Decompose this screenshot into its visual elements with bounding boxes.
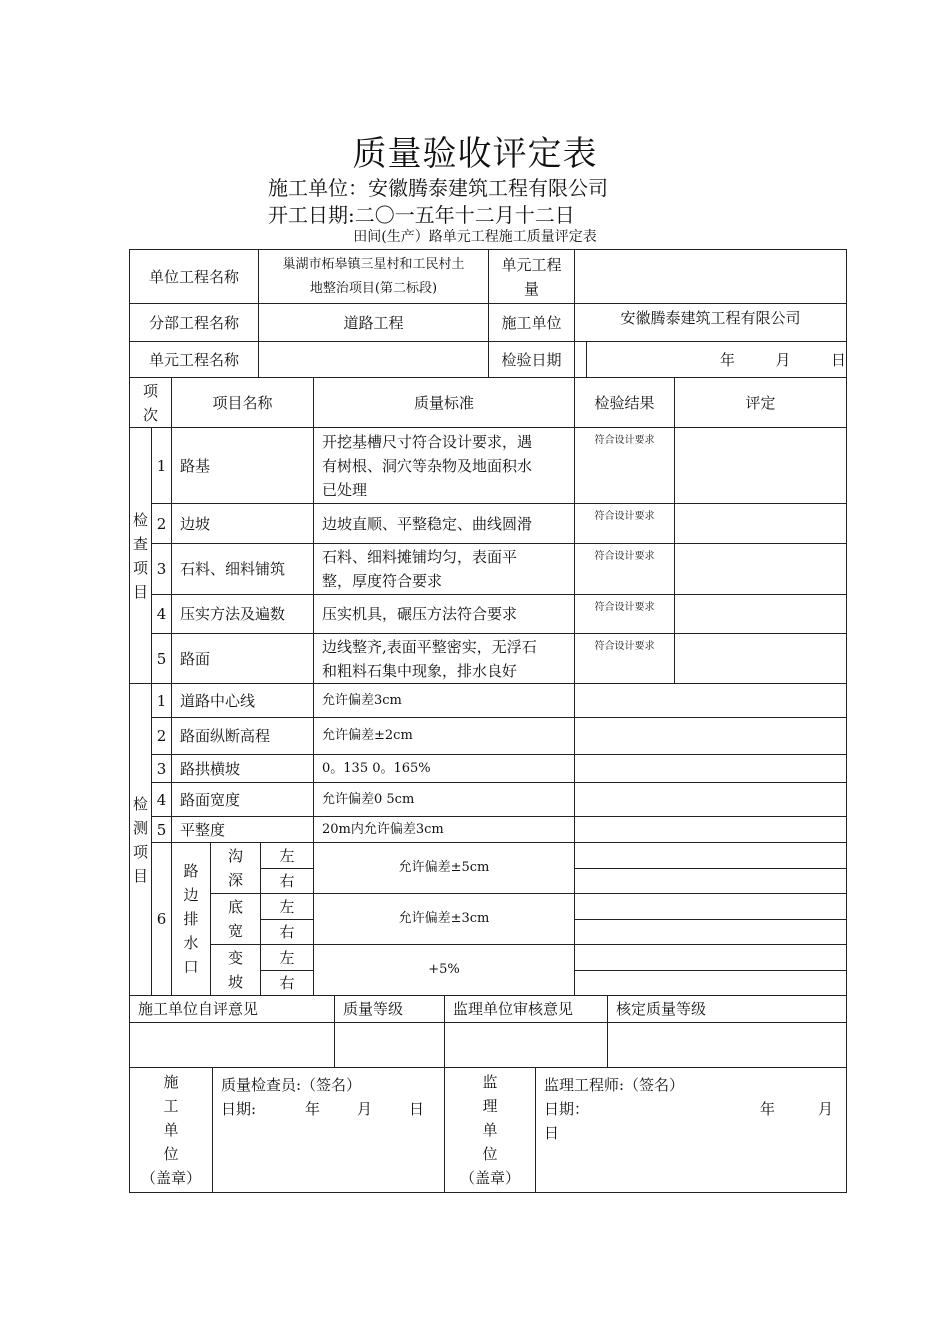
unit-project-value xyxy=(258,249,489,304)
unit-qty-value xyxy=(574,249,847,304)
approved-grade-label: 核定质量等级 xyxy=(607,995,847,1023)
check-row-5-std: 边线整齐,表面平整密实，无浮石 和粗料石集中现象，排水良好 xyxy=(313,633,575,684)
contractor-stamp-label: 施 工 单 位 （盖章） xyxy=(129,1067,213,1193)
drain-width-label: 底 宽 xyxy=(210,893,261,945)
grade-value xyxy=(334,1022,445,1068)
inspector-label: 质量检查员:（签名） xyxy=(221,1076,362,1094)
check-row-4-rating xyxy=(674,594,847,634)
supervisor-review-label: 监理单位审核意见 xyxy=(444,995,608,1023)
check-row-1-rating xyxy=(674,427,847,504)
test-row-3-result xyxy=(574,754,847,783)
drain-slope-label: 变 坡 xyxy=(210,944,261,996)
col-seq-line-2: 次 xyxy=(142,405,158,424)
grade-label: 质量等级 xyxy=(334,995,445,1023)
supervisor-stamp-label: 监 理 单 位 （盖章） xyxy=(444,1067,536,1193)
test-row-5-name: 平整度 xyxy=(171,816,314,843)
test-row-4-std: 允许偏差0 5cm xyxy=(313,782,575,817)
drain-width-std: 允许偏差±3cm xyxy=(313,893,575,945)
check-group-label: 检 查 项 目 xyxy=(129,427,152,684)
sub-project-label: 分部工程名称 xyxy=(129,303,259,342)
approved-grade-value xyxy=(607,1022,847,1068)
drain-width-right: 右 xyxy=(260,919,314,945)
check-row-3-std: 石料、细料摊铺均匀，表面平 整，厚度符合要求 xyxy=(313,543,575,595)
unit-qty-label-line-2: 量 xyxy=(523,279,539,298)
test-row-1-result xyxy=(574,683,847,718)
check-row-4-no: 4 xyxy=(151,594,172,634)
test-row-4-no: 4 xyxy=(151,782,172,817)
form-subtitle: 田间(生产）路单元工程施工质量评定表 xyxy=(353,229,597,245)
test-row-2-name: 路面纵断高程 xyxy=(171,717,314,755)
sub-project-value: 道路工程 xyxy=(258,303,489,342)
contractor-label: 施工单位 xyxy=(488,303,575,342)
inspect-date-label: 检验日期 xyxy=(488,341,575,378)
check-row-2-std: 边坡直顺、平整稳定、曲线圆滑 xyxy=(313,503,575,544)
test-group-label: 检 测 项 目 xyxy=(129,683,152,996)
check-row-2-name: 边坡 xyxy=(171,503,314,544)
col-item-header: 项目名称 xyxy=(171,377,314,428)
drain-label: 路 边 排 水 口 xyxy=(171,842,211,996)
test-row-1-no: 1 xyxy=(151,683,172,718)
drain-depth-left-result xyxy=(574,842,847,869)
supervisor-sign-area xyxy=(535,1067,847,1193)
sign-year-2: 年 xyxy=(760,1100,776,1118)
check-row-1-no: 1 xyxy=(151,427,172,504)
sign-day-2: 日 xyxy=(544,1124,560,1142)
col-rating-header: 评定 xyxy=(674,377,847,428)
drain-depth-std: 允许偏差±5cm xyxy=(313,842,575,894)
unit-project-label: 单位工程名称 xyxy=(129,249,259,304)
date-year: 年 xyxy=(720,350,736,369)
sign-month: 月 xyxy=(357,1100,373,1118)
drain-width-left-result xyxy=(574,893,847,920)
drain-slope-std: +5% xyxy=(313,944,575,996)
drain-depth-label: 沟 深 xyxy=(210,842,261,894)
check-row-2-rating xyxy=(674,503,847,544)
date-month: 月 xyxy=(775,350,791,369)
check-row-2-result: 符合设计要求 xyxy=(574,503,675,544)
check-row-2-no: 2 xyxy=(151,503,172,544)
sign-day: 日 xyxy=(409,1100,425,1118)
inspect-date-value xyxy=(586,341,847,378)
check-row-5-no: 5 xyxy=(151,633,172,684)
element-label: 单元工程名称 xyxy=(129,341,259,378)
drain-slope-left-result xyxy=(574,944,847,971)
element-value xyxy=(258,341,489,378)
check-row-1-std: 开挖基槽尺寸符合设计要求，遇 有树根、洞穴等杂物及地面积水 已处理 xyxy=(313,427,575,504)
test-row-5-std: 20m内允许偏差3cm xyxy=(313,816,575,843)
date-day: 日 xyxy=(830,350,846,369)
check-row-4-std: 压实机具，碾压方法符合要求 xyxy=(313,594,575,634)
col-result-header: 检验结果 xyxy=(574,377,675,428)
check-row-4-result: 符合设计要求 xyxy=(574,594,675,634)
contractor-value: 安徽腾泰建筑工程有限公司 xyxy=(574,303,847,342)
check-row-3-result: 符合设计要求 xyxy=(574,543,675,595)
engineer-label: 监理工程师:（签名） xyxy=(544,1076,685,1094)
test-row-1-name: 道路中心线 xyxy=(171,683,314,718)
supervisor-review-value xyxy=(444,1022,608,1068)
sign-month-2: 月 xyxy=(818,1100,834,1118)
test-row-3-std: 0。135 0。165% xyxy=(313,754,575,783)
drain-depth-left: 左 xyxy=(260,842,314,869)
test-row-3-no: 3 xyxy=(151,754,172,783)
check-row-5-rating xyxy=(674,633,847,684)
col-seq-line-1: 项 xyxy=(142,381,158,400)
test-row-5-no: 5 xyxy=(151,816,172,843)
contractor-sign-area xyxy=(212,1067,445,1193)
drain-depth-right-result xyxy=(574,868,847,894)
check-row-3-rating xyxy=(674,543,847,595)
col-seq-header xyxy=(129,377,172,428)
drain-no: 6 xyxy=(151,842,172,996)
unit-qty-label xyxy=(488,249,575,304)
check-row-3-name: 石料、细料铺筑 xyxy=(171,543,314,595)
test-row-4-name: 路面宽度 xyxy=(171,782,314,817)
start-date-line: 开工日期:二〇一五年十二月十二日 xyxy=(268,203,575,227)
check-row-3-no: 3 xyxy=(151,543,172,595)
drain-slope-right-result xyxy=(574,970,847,996)
unit-project-value-line-2: 地整治项目(第二标段) xyxy=(309,280,438,296)
sign-date-label-2: 日期： xyxy=(544,1100,590,1118)
check-row-5-result: 符合设计要求 xyxy=(574,633,675,684)
unit-project-value-line-1: 巢湖市柘皋镇三星村和工民村土 xyxy=(282,256,465,272)
check-row-1-name: 路基 xyxy=(171,427,314,504)
sign-year: 年 xyxy=(305,1100,321,1118)
check-row-5-name: 路面 xyxy=(171,633,314,684)
test-row-2-result xyxy=(574,717,847,755)
drain-width-right-result xyxy=(574,919,847,945)
test-row-2-no: 2 xyxy=(151,717,172,755)
test-row-5-result xyxy=(574,816,847,843)
unit-qty-label-line-1: 单元工程 xyxy=(501,255,562,274)
test-row-4-result xyxy=(574,782,847,817)
contractor-line: 施工单位：安徽腾泰建筑工程有限公司 xyxy=(268,176,608,200)
check-row-4-name: 压实方法及遍数 xyxy=(171,594,314,634)
test-row-2-std: 允许偏差±2cm xyxy=(313,717,575,755)
check-row-1-result: 符合设计要求 xyxy=(574,427,675,504)
test-row-3-name: 路拱横坡 xyxy=(171,754,314,783)
document-title: 质量验收评定表 xyxy=(352,134,598,174)
drain-depth-right: 右 xyxy=(260,868,314,894)
self-eval-label: 施工单位自评意见 xyxy=(129,995,335,1023)
test-row-1-std: 允许偏差3cm xyxy=(313,683,575,718)
drain-slope-left: 左 xyxy=(260,944,314,971)
col-standard-header: 质量标准 xyxy=(313,377,575,428)
drain-width-left: 左 xyxy=(260,893,314,920)
drain-slope-right: 右 xyxy=(260,970,314,996)
sign-date-label: 日期: xyxy=(221,1100,257,1118)
self-eval-value xyxy=(129,1022,335,1068)
inspect-date-gap xyxy=(574,341,586,378)
